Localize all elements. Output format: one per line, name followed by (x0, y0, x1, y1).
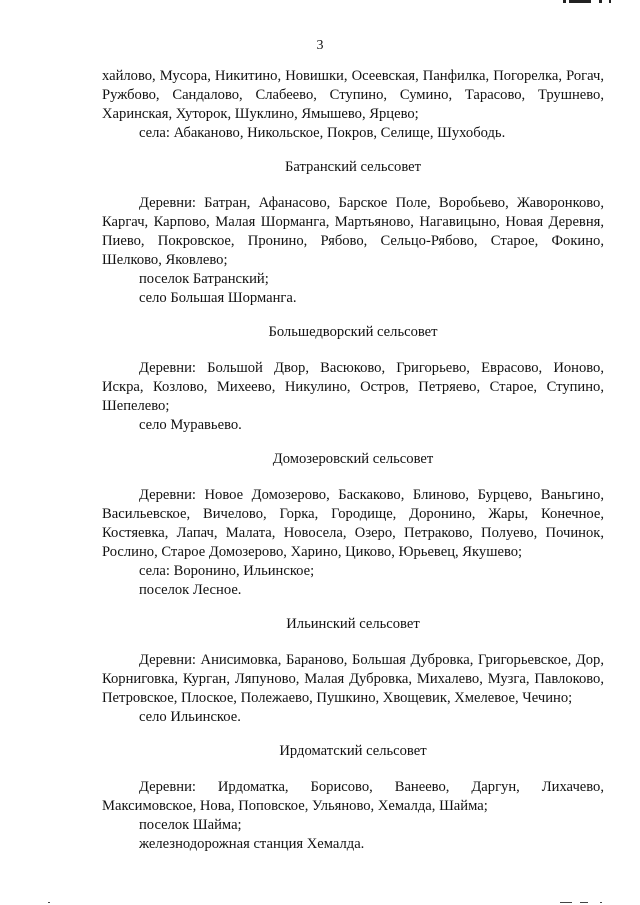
section-paragraph: Деревни: Батран, Афанасово, Барское Поле, Воробьево, Жаворонково, Каргач, Карпово, Малая Шорманга, Мартьяново, Нагавицыно, Новая Деревня, Пиево, Покровское, Пронино, Рябово, Сельцо-Рябово, Старое, Фокино, Шелково, Яковлево; (102, 195, 604, 268)
page-number: 3 (316, 38, 324, 53)
section-line: поселок Лесное. (139, 582, 242, 598)
scan-artifact-top (563, 0, 611, 4)
section-heading: Большедворский сельсовет (268, 324, 438, 340)
section-heading: Ильинский сельсовет (286, 616, 420, 632)
section-paragraph: Деревни: Большой Двор, Васюково, Григорьево, Еврасово, Ионово, Искра, Козлово, Михеево, Никулино, Остров, Петряево, Старое, Ступино, Шепелево; (102, 360, 604, 414)
villages-line: села: Абаканово, Никольское, Покров, Селище, Шухободь. (139, 125, 506, 141)
document-body (102, 67, 604, 854)
scan-artifact-bottom (0, 897, 640, 905)
section-line: села: Воронино, Ильинское; (139, 563, 315, 579)
section-line: поселок Шайма; (139, 817, 242, 833)
continuation-paragraph: хайлово, Мусора, Никитино, Новишки, Осеевская, Панфилка, Погорелка, Рогач, Ружбово, Сандалово, Слабеево, Ступино, Сумино, Тарасово, Трушнево, Харинская, Хуторок, Шуклино, Ямышево, Ярцево; (102, 68, 604, 122)
section-paragraph: Деревни: Новое Домозерово, Баскаково, Блиново, Бурцево, Ваньгино, Васильевское, Вичелово, Горка, Городище, Доронино, Жары, Конечное, Костяевка, Лапач, Малата, Новосела, Озеро, Петраково, Полуево, Починок, Рослино, Старое Домозерово, Харино, Циково, Юрьевец, Якушево; (102, 487, 604, 560)
section-line: село Большая Шорманга. (139, 290, 297, 306)
section-heading: Домозеровский сельсовет (272, 451, 434, 467)
section-line: село Ильинское. (139, 709, 241, 725)
section-heading: Ирдоматский сельсовет (279, 743, 427, 759)
section-line: село Муравьево. (139, 417, 242, 433)
section-heading: Батранский сельсовет (285, 159, 421, 175)
section-line: железнодорожная станция Хемалда. (139, 836, 365, 852)
section-paragraph: Деревни: Анисимовка, Бараново, Большая Дубровка, Григорьевское, Дор, Корниговка, Курган, Ляпуново, Малая Дубровка, Михалево, Музга, Павлоково, Петровское, Плоское, Полежаево, Пушкино, Хвощевик, Хмелевое, Чечино; (102, 652, 604, 706)
section-line: поселок Батранский; (139, 271, 269, 287)
section-paragraph: Деревни: Ирдоматка, Борисово, Ванеево, Даргун, Лихачево, Максимовское, Нова, Поповское, Ульяново, Хемалда, Шайма; (102, 779, 604, 814)
